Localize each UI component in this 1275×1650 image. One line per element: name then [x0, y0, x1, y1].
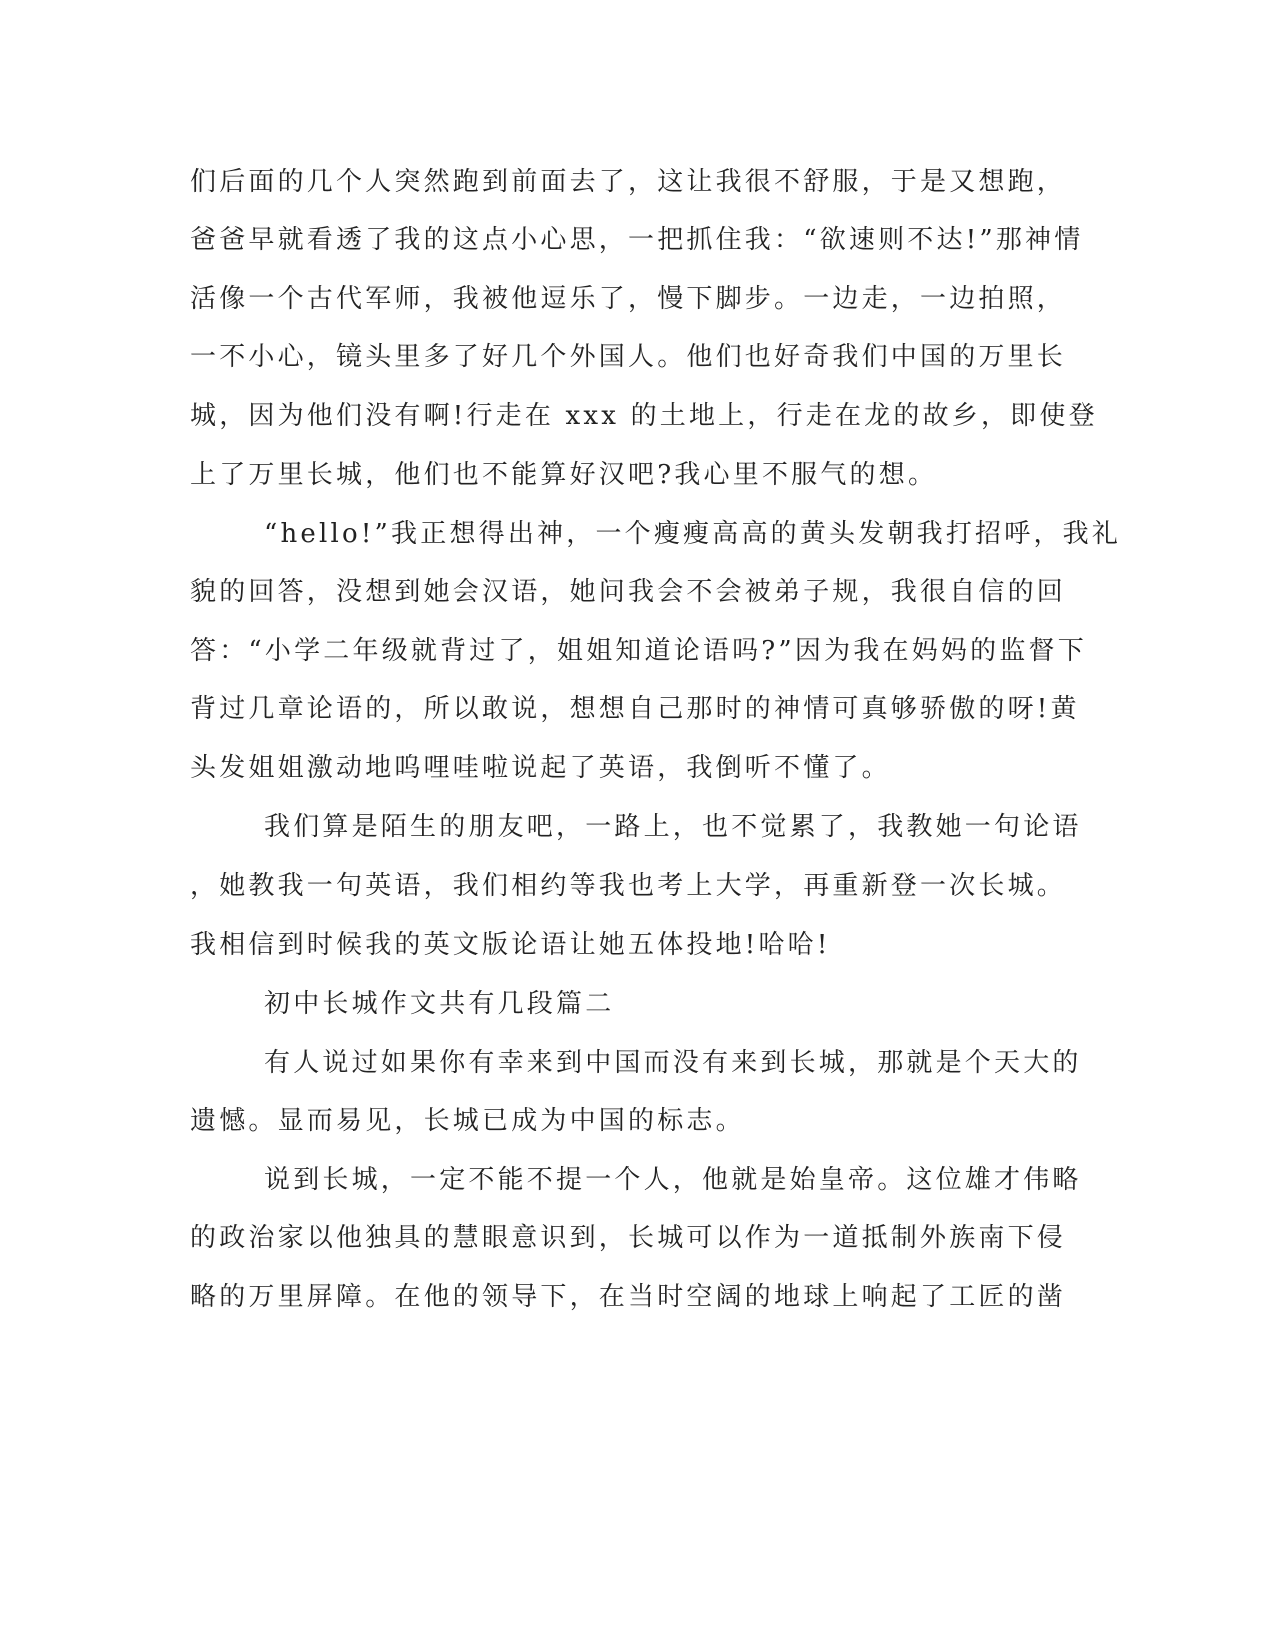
text-line: 一不小心，镜头里多了好几个外国人。他们也好奇我们中国的万里长 — [190, 342, 1067, 372]
text-line: 我们算是陌生的朋友吧，一路上，也不觉累了，我教她一句论语 — [264, 812, 1082, 842]
text-line: 们后面的几个人突然跑到前面去了，这让我很不舒服，于是又想跑， — [190, 167, 1067, 197]
text-line: ，她教我一句英语，我们相约等我也考上大学，再重新登一次长城。 — [190, 871, 1067, 901]
text-line: 城，因为他们没有啊!行走在 xxx 的土地上，行走在龙的故乡，即使登 — [190, 401, 1098, 431]
section-heading: 初中长城作文共有几段篇二 — [264, 989, 615, 1019]
text-line: 略的万里屏障。在他的领导下，在当时空阔的地球上响起了工匠的凿 — [190, 1282, 1067, 1312]
text-line: 爸爸早就看透了我的这点小心思，一把抓住我：“欲速则不达!”那神情 — [190, 225, 1084, 255]
text-line: 说到长城，一定不能不提一个人，他就是始皇帝。这位雄才伟略 — [264, 1165, 1082, 1195]
text-line: 背过几章论语的，所以敢说，想想自己那时的神情可真够骄傲的呀!黄 — [190, 694, 1080, 724]
text-line: 头发姐姐激动地呜哩哇啦说起了英语，我倒听不懂了。 — [190, 753, 891, 783]
text-line: “hello!”我正想得出神，一个瘦瘦高高的黄头发朝我打招呼，我礼 — [264, 519, 1122, 549]
text-line: 答：“小学二年级就背过了，姐姐知道论语吗?”因为我在妈妈的监督下 — [190, 636, 1087, 666]
text-line: 遗憾。显而易见，长城已成为中国的标志。 — [190, 1106, 745, 1136]
text-line: 的政治家以他独具的慧眼意识到，长城可以作为一道抵制外族南下侵 — [190, 1223, 1067, 1253]
text-line: 有人说过如果你有幸来到中国而没有来到长城，那就是个天大的 — [264, 1048, 1082, 1078]
text-line: 上了万里长城，他们也不能算好汉吧?我心里不服气的想。 — [190, 460, 938, 490]
text-line: 貌的回答，没想到她会汉语，她问我会不会被弟子规，我很自信的回 — [190, 577, 1067, 607]
text-line: 活像一个古代军师，我被他逗乐了，慢下脚步。一边走，一边拍照， — [190, 284, 1067, 314]
text-line: 我相信到时候我的英文版论语让她五体投地!哈哈! — [190, 930, 831, 960]
